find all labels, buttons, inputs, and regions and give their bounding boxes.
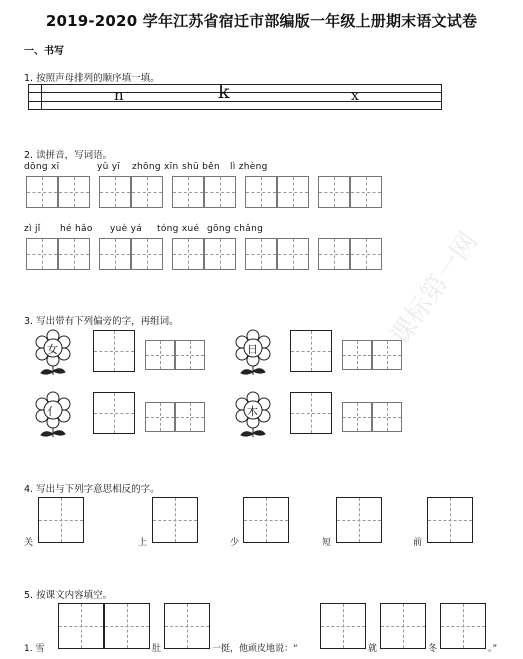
answer-box[interactable] bbox=[342, 340, 372, 370]
answer-box[interactable] bbox=[172, 176, 204, 208]
question-1-prompt: 1. 按照声母排列的顺序填一填。 bbox=[24, 73, 160, 84]
answer-box[interactable] bbox=[372, 340, 402, 370]
answer-box[interactable] bbox=[99, 238, 131, 270]
answer-box[interactable] bbox=[99, 176, 131, 208]
answer-box[interactable] bbox=[175, 402, 205, 432]
answer-box[interactable] bbox=[38, 497, 84, 543]
answer-box[interactable] bbox=[290, 392, 332, 434]
answer-box[interactable] bbox=[145, 402, 175, 432]
answer-box[interactable] bbox=[175, 340, 205, 370]
pinyin-3: zhōng xīn bbox=[132, 162, 179, 172]
fill-text: 冬 bbox=[428, 644, 438, 654]
four-line-grid[interactable] bbox=[28, 81, 442, 110]
radical-label: 亻 bbox=[47, 405, 58, 418]
answer-box[interactable] bbox=[164, 603, 210, 649]
answer-box[interactable] bbox=[131, 238, 163, 270]
exam-title: 2019-2020 学年江苏省宿迁市部编版一年级上册期末语文试卷 bbox=[45, 12, 478, 30]
pinyin-5: lì zhèng bbox=[230, 162, 268, 172]
fill-text: 一挺，他顽皮地说：“ bbox=[212, 644, 298, 654]
radical-label: 木 bbox=[247, 405, 258, 418]
answer-box[interactable] bbox=[350, 176, 382, 208]
watermark: 课标第一网 bbox=[384, 226, 485, 351]
answer-box[interactable] bbox=[131, 176, 163, 208]
answer-box[interactable] bbox=[204, 176, 236, 208]
pinyin-10: gōng chǎng bbox=[207, 224, 264, 234]
pinyin-4: shū běn bbox=[182, 162, 221, 172]
fill-text: 就 bbox=[368, 644, 378, 654]
answer-box[interactable] bbox=[93, 330, 135, 372]
radical-label: 日 bbox=[247, 343, 258, 356]
antonym-word: 上 bbox=[138, 538, 148, 548]
answer-box[interactable] bbox=[318, 176, 350, 208]
answer-box[interactable] bbox=[277, 238, 309, 270]
answer-box[interactable] bbox=[320, 603, 366, 649]
pinyin-9: tóng xué bbox=[157, 224, 200, 234]
answer-box[interactable] bbox=[245, 238, 277, 270]
answer-box[interactable] bbox=[318, 238, 350, 270]
antonym-word: 短 bbox=[322, 538, 332, 548]
question-2-prompt: 2. 读拼音，写词语。 bbox=[24, 150, 113, 161]
answer-box[interactable] bbox=[26, 238, 58, 270]
question-3-prompt: 3. 写出带有下列偏旁的字，再组词。 bbox=[24, 316, 179, 327]
antonym-word: 关 bbox=[24, 538, 34, 548]
answer-box[interactable] bbox=[290, 330, 332, 372]
answer-box[interactable] bbox=[58, 176, 90, 208]
answer-box[interactable] bbox=[172, 238, 204, 270]
pinyin-6: zì jǐ bbox=[24, 224, 41, 234]
letter-x: x bbox=[351, 88, 359, 104]
answer-box[interactable] bbox=[204, 238, 236, 270]
answer-box[interactable] bbox=[104, 603, 150, 649]
answer-box[interactable] bbox=[427, 497, 473, 543]
pinyin-7: hé hǎo bbox=[60, 224, 93, 234]
answer-box[interactable] bbox=[58, 603, 104, 649]
answer-box[interactable] bbox=[93, 392, 135, 434]
fill-text: 肚 bbox=[152, 644, 162, 654]
answer-box[interactable] bbox=[350, 238, 382, 270]
answer-box[interactable] bbox=[26, 176, 58, 208]
answer-box[interactable] bbox=[440, 603, 486, 649]
answer-box[interactable] bbox=[245, 176, 277, 208]
answer-box[interactable] bbox=[336, 497, 382, 543]
pinyin-1: dōng xī bbox=[24, 162, 60, 172]
question-4-prompt: 4. 写出与下列字意思相反的字。 bbox=[24, 484, 160, 495]
antonym-word: 少 bbox=[230, 538, 240, 548]
fill-text: 。” bbox=[488, 644, 498, 654]
letter-n: n bbox=[114, 86, 124, 104]
answer-box[interactable] bbox=[372, 402, 402, 432]
pinyin-2: yǔ yī bbox=[97, 162, 121, 172]
radical-label: 女 bbox=[47, 343, 58, 356]
answer-box[interactable] bbox=[58, 238, 90, 270]
letter-k: k bbox=[218, 81, 230, 103]
answer-box[interactable] bbox=[145, 340, 175, 370]
answer-box[interactable] bbox=[277, 176, 309, 208]
antonym-word: 前 bbox=[413, 538, 423, 548]
answer-box[interactable] bbox=[342, 402, 372, 432]
answer-box[interactable] bbox=[243, 497, 289, 543]
section-heading: 一、书写 bbox=[24, 46, 64, 57]
answer-box[interactable] bbox=[380, 603, 426, 649]
answer-box[interactable] bbox=[152, 497, 198, 543]
fill-text: 1. 雪 bbox=[24, 644, 45, 654]
question-5-prompt: 5. 按课文内容填空。 bbox=[24, 590, 113, 601]
pinyin-8: yuè yá bbox=[110, 224, 143, 234]
